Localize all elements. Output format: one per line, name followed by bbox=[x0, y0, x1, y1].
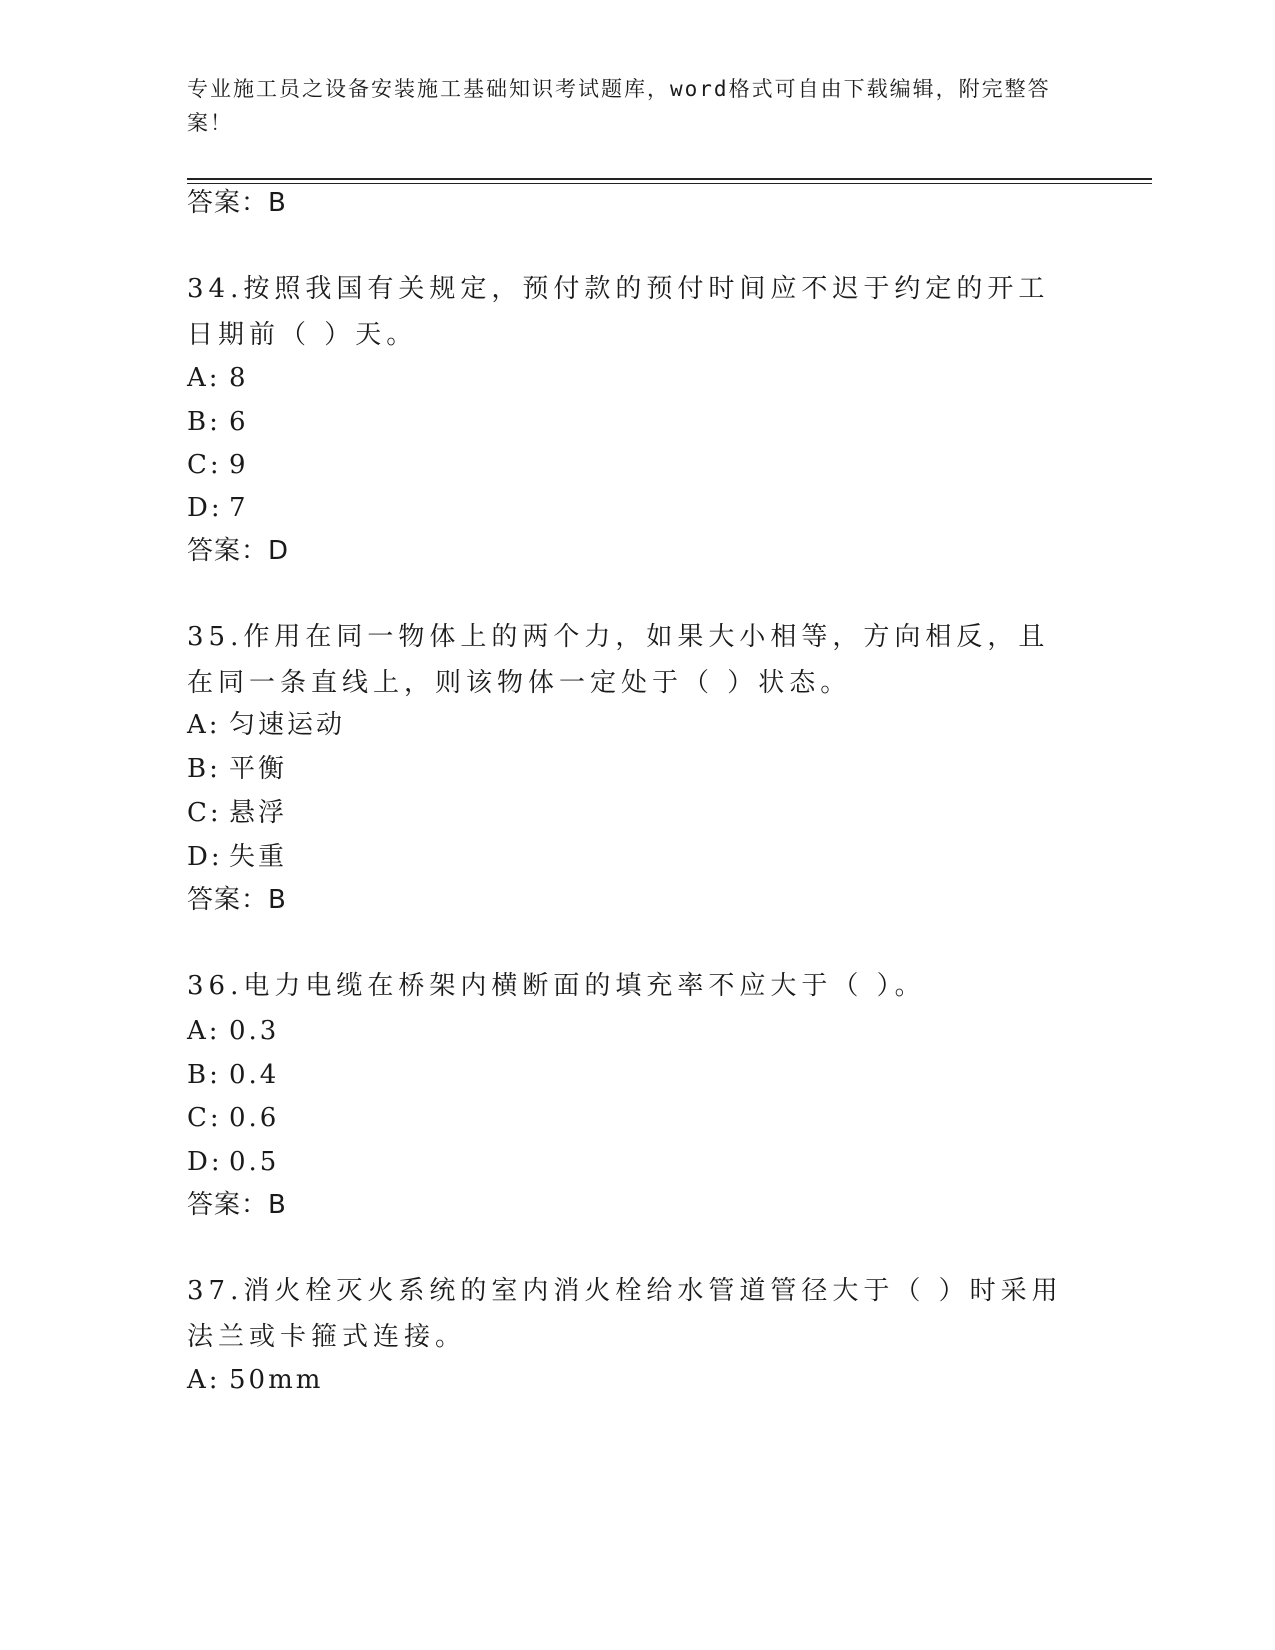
question-36 bbox=[187, 963, 1067, 1009]
question-text: 按照我国有关规定，预付款的预付时间应不迟于约定的开工日期前（ ）天。 bbox=[187, 274, 1050, 350]
option-c bbox=[187, 448, 249, 482]
answer-label: 答案： bbox=[187, 536, 269, 566]
option-text: 0.5 bbox=[229, 1147, 280, 1177]
option-key: A: bbox=[187, 710, 221, 740]
option-text: 50mm bbox=[229, 1365, 324, 1395]
option-text: 匀速运动 bbox=[229, 710, 346, 740]
question-number: 37. bbox=[187, 1276, 244, 1306]
option-a bbox=[187, 708, 345, 742]
answer-value: B bbox=[268, 885, 287, 915]
option-key: B: bbox=[187, 407, 221, 437]
option-text: 0.6 bbox=[229, 1103, 280, 1133]
question-number: 35. bbox=[187, 622, 244, 652]
option-key: A: bbox=[187, 1365, 221, 1395]
option-key: B: bbox=[187, 1060, 221, 1090]
question-text: 电力电缆在桥架内横断面的填充率不应大于（ ）。 bbox=[243, 971, 926, 1001]
question-text: 消火栓灭火系统的室内消火栓给水管道管径大于（ ）时采用法兰或卡箍式连接。 bbox=[187, 1276, 1063, 1352]
answer-line bbox=[187, 534, 289, 568]
header-rule bbox=[187, 178, 1152, 180]
question-34 bbox=[187, 266, 1067, 358]
answer-line bbox=[187, 883, 287, 917]
answer-line bbox=[187, 186, 287, 220]
option-text: 7 bbox=[229, 493, 249, 523]
option-text: 0.3 bbox=[229, 1016, 280, 1046]
option-key: D: bbox=[187, 842, 223, 872]
option-key: B: bbox=[187, 754, 221, 784]
option-text: 失重 bbox=[229, 842, 288, 872]
option-text: 平衡 bbox=[229, 754, 288, 784]
option-b bbox=[187, 1058, 279, 1092]
page-header: 专业施工员之设备安装施工基础知识考试题库，word格式可自由下载编辑，附完整答案！ bbox=[187, 77, 1051, 135]
option-key: C: bbox=[187, 798, 222, 828]
option-text: 9 bbox=[229, 450, 249, 480]
option-text: 8 bbox=[229, 363, 249, 393]
option-a bbox=[187, 1363, 323, 1397]
option-text: 6 bbox=[229, 407, 249, 437]
question-number: 36. bbox=[187, 971, 244, 1001]
answer-label: 答案： bbox=[187, 885, 269, 915]
option-a bbox=[187, 361, 249, 395]
option-b bbox=[187, 752, 287, 786]
question-37 bbox=[187, 1268, 1067, 1360]
option-d bbox=[187, 840, 287, 874]
question-35 bbox=[187, 614, 1067, 706]
header-rule-thin bbox=[187, 183, 1152, 184]
question-number: 34. bbox=[187, 274, 244, 304]
answer-value: B bbox=[268, 1190, 287, 1220]
option-b bbox=[187, 405, 249, 439]
option-d bbox=[187, 491, 249, 525]
answer-label: 答案： bbox=[187, 188, 269, 218]
answer-value: B bbox=[268, 188, 287, 218]
question-text: 作用在同一物体上的两个力，如果大小相等，方向相反，且在同一条直线上，则该物体一定处于（ ）状态。 bbox=[187, 622, 1050, 698]
option-key: C: bbox=[187, 1103, 222, 1133]
option-text: 0.4 bbox=[229, 1060, 280, 1090]
option-a bbox=[187, 1014, 279, 1048]
option-key: D: bbox=[187, 493, 223, 523]
option-c bbox=[187, 1101, 279, 1135]
option-key: C: bbox=[187, 450, 222, 480]
answer-label: 答案： bbox=[187, 1190, 269, 1220]
option-key: A: bbox=[187, 363, 221, 393]
option-key: A: bbox=[187, 1016, 221, 1046]
answer-line bbox=[187, 1188, 287, 1222]
option-d bbox=[187, 1145, 279, 1179]
option-key: D: bbox=[187, 1147, 223, 1177]
answer-value: D bbox=[268, 536, 290, 566]
option-c bbox=[187, 796, 287, 830]
option-text: 悬浮 bbox=[229, 798, 288, 828]
